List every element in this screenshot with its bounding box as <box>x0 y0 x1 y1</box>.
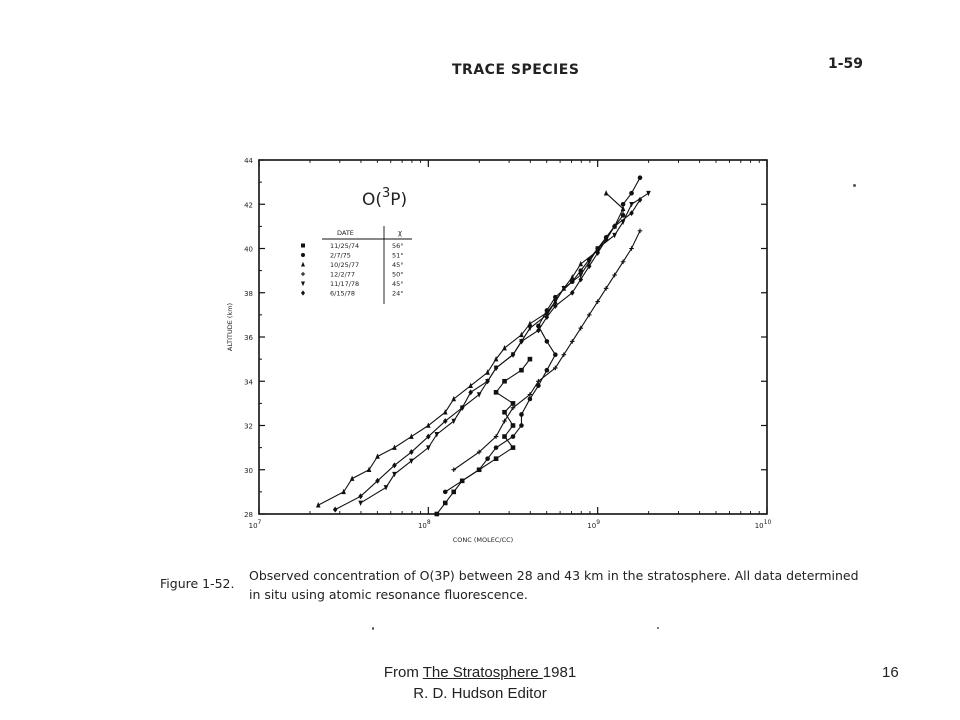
legend-symbol-triangle <box>301 262 305 267</box>
legend-symbol-triangle-down <box>301 282 305 287</box>
data-point <box>451 490 456 495</box>
chart-title: O($^3$P) <box>362 186 408 210</box>
y-tick-label: 40 <box>244 245 253 254</box>
data-point <box>477 467 482 472</box>
data-point <box>511 434 516 439</box>
data-point <box>621 213 626 218</box>
scan-speck <box>372 627 374 630</box>
data-point <box>621 206 626 211</box>
source-editor: R. D. Hudson Editor <box>413 685 547 702</box>
data-point <box>519 368 524 373</box>
slide-number: 16 <box>882 664 899 681</box>
y-tick-label: 28 <box>244 511 253 519</box>
series-line-1 <box>445 178 640 492</box>
series-line-3 <box>454 231 640 470</box>
legend-chi: 45° <box>392 261 404 269</box>
data-point <box>443 490 448 495</box>
data-point <box>502 434 507 439</box>
figure-caption-line1: Observed concentration of O(3P) between 28 and 43 km in the stratosphere. All data determined <box>249 568 859 583</box>
data-point <box>502 379 507 384</box>
legend-chi: 56° <box>392 242 404 250</box>
y-tick-label: 34 <box>244 378 253 387</box>
data-point <box>502 345 507 350</box>
data-point <box>494 456 499 461</box>
series-line-5 <box>335 200 640 510</box>
data-point <box>519 412 524 417</box>
legend-header-date: DATE <box>337 229 354 237</box>
data-point <box>629 191 634 196</box>
legend-date: 11/25/74 <box>330 242 360 250</box>
data-point <box>519 423 524 428</box>
x-axis-label: CONC (MOLEC/CC) <box>452 536 514 544</box>
data-point <box>426 445 431 450</box>
data-point <box>528 397 533 402</box>
y-tick-label: 36 <box>244 334 253 342</box>
data-point <box>604 190 609 195</box>
legend-date: 12/2/77 <box>330 270 356 279</box>
legend-date: 11/17/78 <box>330 280 360 288</box>
data-point <box>426 422 431 427</box>
legend-date: 10/25/77 <box>330 261 360 269</box>
source-title: The Stratosphere <box>422 664 543 681</box>
data-point <box>460 479 465 484</box>
data-point <box>409 459 414 464</box>
series-line-0 <box>437 359 530 514</box>
data-point <box>333 507 338 513</box>
x-tick-label: 107 <box>248 519 262 530</box>
legend-date: 2/7/75 <box>330 251 351 260</box>
data-point <box>528 357 533 362</box>
source-citation <box>0 664 960 681</box>
plot-frame <box>259 160 767 514</box>
data-point <box>511 401 516 406</box>
data-point <box>638 175 643 180</box>
data-point <box>638 229 643 234</box>
legend-chi: 24° <box>392 289 404 298</box>
y-tick-label: 38 <box>244 289 253 298</box>
legend-symbol-square <box>301 244 305 248</box>
x-tick-label: 108 <box>417 519 431 530</box>
legend-symbol-circle <box>301 253 305 257</box>
data-point <box>443 501 448 506</box>
y-tick-label: 32 <box>244 422 253 431</box>
data-point <box>545 368 550 373</box>
legend-symbol-plus <box>301 272 305 276</box>
data-point <box>502 410 507 415</box>
y-tick-label: 42 <box>244 201 253 210</box>
data-point <box>435 512 440 517</box>
legend-chi: 45° <box>392 280 404 288</box>
legend-symbol-diamond <box>301 290 305 295</box>
section-title: TRACE SPECIES <box>452 62 580 78</box>
y-tick-label: 44 <box>244 157 253 165</box>
source-prefix: From <box>383 664 423 681</box>
scan-speck <box>853 184 856 187</box>
scan-speck <box>657 627 659 629</box>
y-tick-label: 30 <box>244 466 253 475</box>
x-tick-label: 109 <box>587 519 601 530</box>
book-page-number: 1-59 <box>828 56 864 72</box>
x-tick-label: 1010 <box>754 519 772 530</box>
data-point <box>451 419 456 424</box>
y-axis-label: ALTITUDE (km) <box>226 302 234 352</box>
data-point <box>612 233 617 238</box>
data-point <box>578 261 583 266</box>
figure-caption-line2: in situ using atomic resonance fluorescence. <box>249 587 528 602</box>
data-point <box>485 456 490 461</box>
data-point <box>358 501 363 506</box>
data-point <box>553 352 558 357</box>
data-point <box>494 445 499 450</box>
legend-header-chi: χ <box>398 229 403 237</box>
data-point <box>477 392 482 397</box>
source-year: 1981 <box>542 664 577 681</box>
legend-chi: 51° <box>392 251 404 260</box>
data-point <box>451 396 456 401</box>
data-point <box>545 339 550 344</box>
data-point <box>511 423 516 428</box>
data-point <box>511 445 516 450</box>
data-point <box>468 383 473 388</box>
legend-date: 6/15/78 <box>330 289 356 298</box>
data-point <box>494 390 499 395</box>
figure-label: Figure 1-52. <box>160 576 235 591</box>
legend-chi: 50° <box>392 270 404 279</box>
